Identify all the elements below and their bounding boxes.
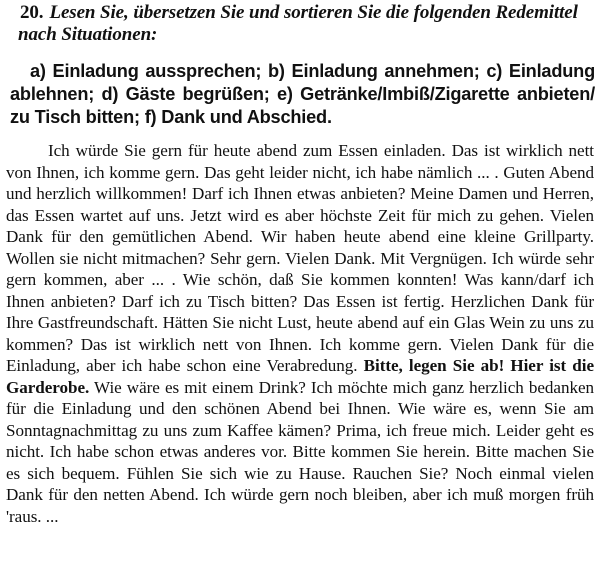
exercise-instruction-text: Lesen Sie, übersetzen Sie und sortieren Sie die folgenden Redemittel nach Situationen: [18,2,578,45]
situation-list: a) Einladung aussprechen; b) Einladung annehmen; c) Einladung ablehnen; d) Gäste begrüßen; e) Getränke/Imbiß/Zigarette anbieten/ zu Tisch bitten; f) Dank und Abschied. [10,61,595,127]
exercise-number: 20. [20,2,44,23]
exercise-instruction [18,2,593,46]
phrases-text-part-2: Wie wäre es mit einem Drink? Ich möchte mich ganz herzlich bedanken für die Einladung und den schönen Abend bei Ihnen. Wie wäre es, wenn Sie am Sonntagnachmittag zu uns zum Kaffee kämen? Prima, ich freue mich. Leider geht es nicht. Ich habe schon etwas anderes vor. Bitte kommen Sie herein. Bitte machen Sie es sich bequem. Fühlen Sie sich wie zu Hause. Rauchen Sie? Noch einmal vielen Dank für den netten Abend. Ich würde gern noch bleiben, aber ich muß morgen früh 'raus. ... [6,377,594,526]
phrases-text-bold: Bitte, legen Sie ab! Hier ist die Garderobe. [6,356,594,397]
phrases-paragraph [6,140,594,527]
phrases-text-part-1: Ich würde Sie gern für heute abend zum Essen einladen. Das ist wirklich nett von Ihnen, ich komme gern. Das geht leider nicht, ich habe nämlich ... . Guten Abend und herzlich willkommen! Darf ich Ihnen etwas anbieten? Meine Damen und Herren, das Essen wartet auf uns. Jetzt wird es aber höchste Zeit für mich zu gehen. Vielen Dank für den gemütlichen Abend. Wir haben heute abend eine kleine Grillparty. Wollen sie nicht mitmachen? Sehr gern. Vielen Dank. Mit Vergnügen. Ich würde sehr gern kommen, aber ... . Wie schön, daß Sie kommen konnten! Was kann/darf ich Ihnen anbieten? Darf ich zu Tisch bitten? Das Essen ist fertig. Herzlichen Dank für Ihre Gastfreundschaft. Hätten Sie nicht Lust, heute abend auf ein Glas Wein zu uns zu kommen? Das ist wirklich nett von Ihnen. Ich komme gern. Vielen Dank für die Einladung, aber ich habe schon eine Verabredung. [6,141,594,375]
